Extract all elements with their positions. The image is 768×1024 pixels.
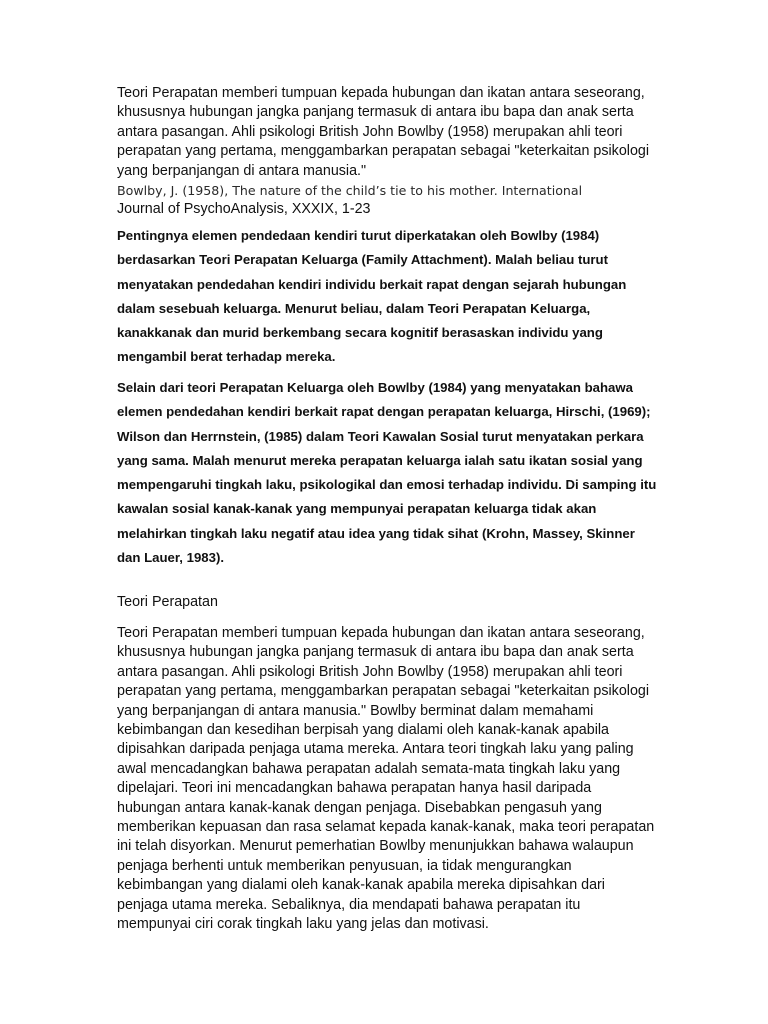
paragraph-family-attachment: Pentingnya elemen pendedaan kendiri turut diperkatakan oleh Bowlby (1984) berdasarkan Teori Perapatan Keluarga (Family Attachment). Malah beliau turut menyatakan pendedahan kendiri individu berkait rapat dengan sejarah hubungan dalam sesebuah keluarga. Menurut beliau, dalam Teori Perapatan Keluarga, kanakkanak dan murid berkembang secara kognitif berasaskan individu yang mengambil berat terhadap mereka. — [117, 228, 627, 365]
reference-line-1: Bowlby, J. (1958), The nature of the child’s tie to his mother. International — [117, 183, 583, 199]
paragraph-attachment-theory: Teori Perapatan memberi tumpuan kepada hubungan dan ikatan antara seseorang, khususnya hubungan jangka panjang termasuk di antara ibu bapa dan anak serta antara pasangan. Ahli psikologi British John Bowlby (1958) merupakan ahli teori perapatan yang pertama, menggambarkan perapatan sebagai "keterkaitan psikologi yang berpanjangan di antara manusia." Bowlby berminat dalam memahami kebimbangan dan kesedihan berpisah yang dialami oleh kanak-kanak apabila dipisahkan daripada penjaga utama mereka. Antara teori tingkah laku yang paling awal mencadangkan bahawa perapatan adalah semata-mata tingkah laku yang dipelajari. Teori ini mencadangkan bahawa perapatan hanya hasil daripada hubungan antara kanak-kanak dengan penjaga. Disebabkan pengasuh yang memberikan kepuasan dan rasa selamat kepada kanak-kanak, maka teori perapatan ini telah disyorkan. Menurut pemerhatian Bowlby menunjukkan bahawa walaupun penjaga berhenti untuk memberikan penyusuan, ia tidak mengurangkan kebimbangan yang dialami oleh kanak-kanak apabila mereka dipisahkan dari penjaga utama mereka. Sebaliknya, dia mendapati bahawa perapatan itu mempunyai ciri corak tingkah laku yang jelas dan motivasi. — [117, 625, 655, 933]
reference-line-2: Journal of PsychoAnalysis, XXXIX, 1-23 — [117, 201, 371, 218]
paragraph-intro-text: Teori Perapatan memberi tumpuan kepada hubungan dan ikatan antara seseorang, khususnya hubungan jangka panjang termasuk di antara ibu bapa dan anak serta antara pasangan. Ahli psikologi British John Bowlby (1958) merupakan ahli teori perapatan yang pertama, menggambarkan perapatan sebagai "keterkaitan psikologi yang berpanjangan di antara manusia." — [117, 85, 650, 179]
paragraph-intro — [117, 84, 657, 220]
paragraph-social-control: Selain dari teori Perapatan Keluarga oleh Bowlby (1984) yang menyatakan bahawa elemen pendedahan kendiri berkait rapat dengan perapatan keluarga, Hirschi, (1969); Wilson dan Herrnstein, (1985) dalam Teori Kawalan Sosial turut menyatakan perkara yang sama. Malah menurut mereka perapatan keluarga ialah satu ikatan sosial yang mempengaruhi tingkah laku, psikologikal dan emosi terhadap individu. Di samping itu kawalan sosial kanak-kanak yang mempunyai perapatan keluarga tidak akan melahirkan tingkah laku negatif atau idea yang tidak sihat (Krohn, Massey, Skinner dan Lauer, 1983). — [117, 380, 657, 566]
section-heading: Teori Perapatan — [117, 594, 218, 610]
